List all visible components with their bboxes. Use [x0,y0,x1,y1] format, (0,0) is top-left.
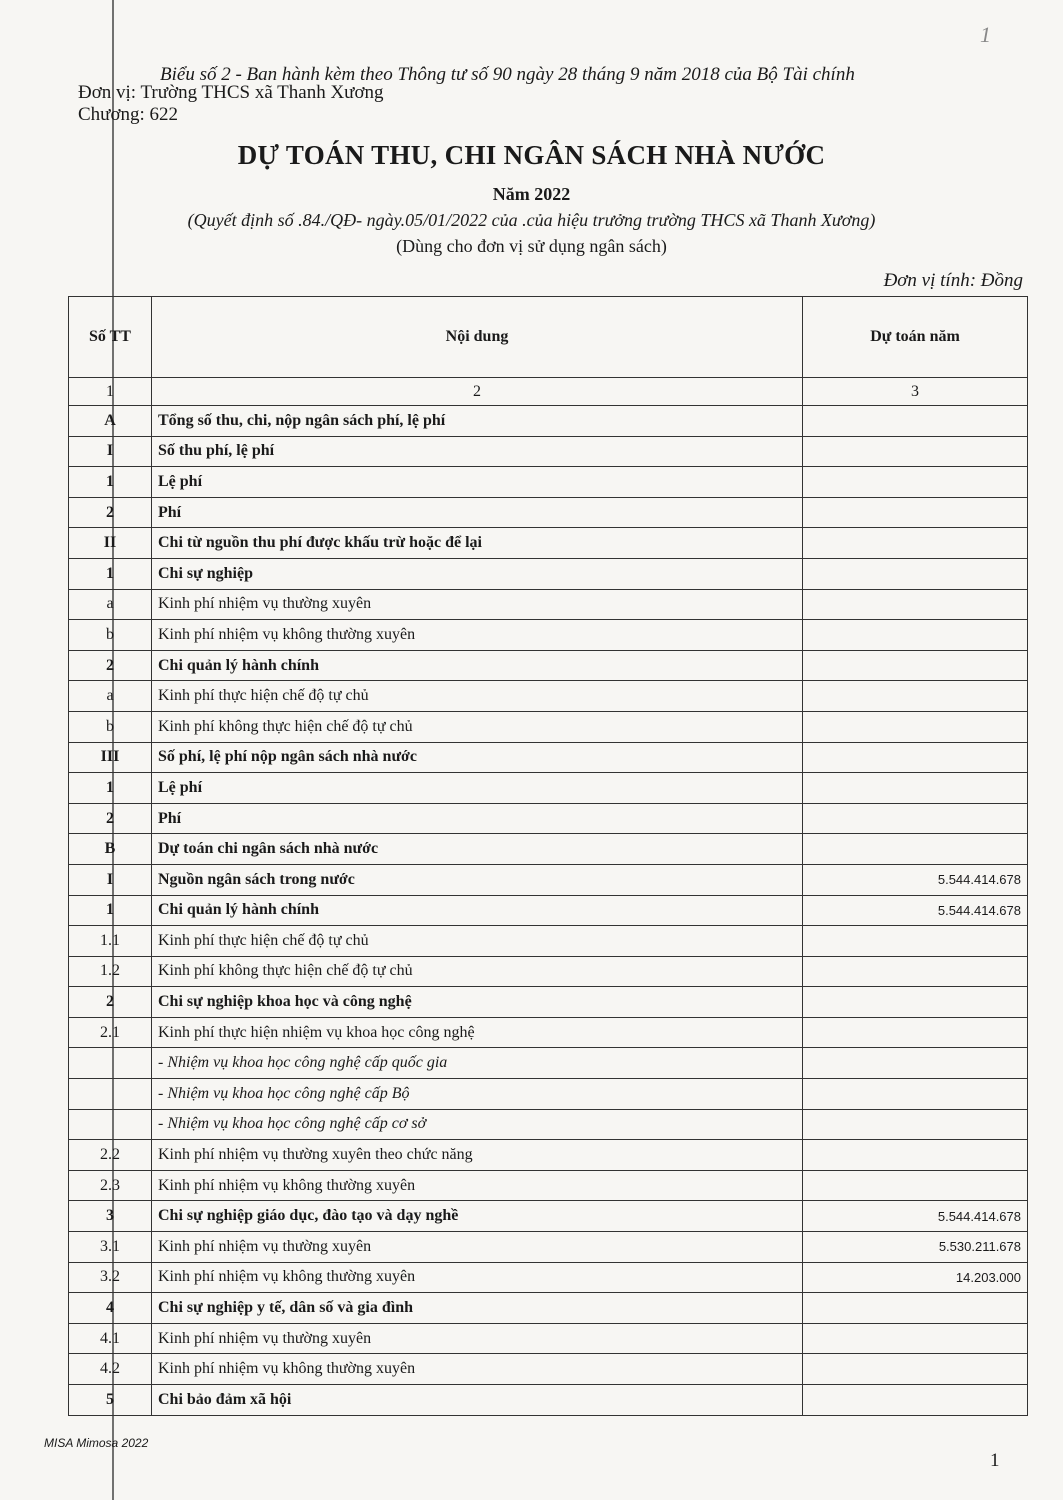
table-row [69,1323,1028,1354]
row-content: Chi quản lý hành chính [152,895,803,926]
table-row [69,1109,1028,1140]
row-amount [803,1140,1028,1171]
row-stt: 3.1 [69,1232,152,1263]
table-row [69,681,1028,712]
row-content: Kinh phí nhiệm vụ không thường xuyên [152,1354,803,1385]
row-stt: 1 [69,773,152,804]
unit-name: Đơn vị: Trường THCS xã Thanh Xương [78,82,384,103]
row-content: Kinh phí nhiệm vụ không thường xuyên [152,1262,803,1293]
row-stt: 2.1 [69,1017,152,1048]
row-amount [803,926,1028,957]
chapter: Chương: 622 [78,104,179,125]
header-amount: Dự toán năm [803,297,1028,378]
row-stt: 2 [69,650,152,681]
row-stt: 1.1 [69,926,152,957]
row-content: Số thu phí, lệ phí [152,436,803,467]
row-stt: 1 [69,895,152,926]
table-row [69,589,1028,620]
row-amount [803,1354,1028,1385]
table-row [69,987,1028,1018]
row-content: Kinh phí nhiệm vụ thường xuyên [152,1323,803,1354]
table-header-row [69,297,1028,378]
row-content: - Nhiệm vụ khoa học công nghệ cấp quốc gia [152,1048,803,1079]
row-amount: 5.530.211.678 [803,1232,1028,1263]
row-content: Chi quản lý hành chính [152,650,803,681]
row-content: - Nhiệm vụ khoa học công nghệ cấp Bộ [152,1079,803,1110]
row-content: Dự toán chi ngân sách nhà nước [152,834,803,865]
row-amount [803,1048,1028,1079]
table-row [69,1232,1028,1263]
row-amount [803,650,1028,681]
year: Năm 2022 [492,184,571,204]
row-content: Chi từ nguồn thu phí được khấu trừ hoặc để lại [152,528,803,559]
table-row [69,1201,1028,1232]
row-content: Nguồn ngân sách trong nước [152,864,803,895]
table-row [69,650,1028,681]
decision-reference: (Quyết định số .84./QĐ- ngày.05/01/2022 của .của hiệu trưởng trường THCS xã Thanh Xương) [187,210,876,230]
row-content: Phí [152,497,803,528]
row-stt: 2.3 [69,1170,152,1201]
table-row [69,864,1028,895]
row-stt: III [69,742,152,773]
table-row [69,558,1028,589]
table-row [69,926,1028,957]
header-stt: Số TT [69,297,152,378]
table-row [69,1048,1028,1079]
row-amount [803,773,1028,804]
row-stt: b [69,620,152,651]
table-body [69,406,1028,1416]
row-stt [69,1048,152,1079]
col-number-3: 3 [803,378,1028,406]
row-stt: 2 [69,497,152,528]
software-footer: MISA Mimosa 2022 [44,1436,149,1450]
row-stt: 1.2 [69,956,152,987]
row-amount [803,1323,1028,1354]
table-row [69,803,1028,834]
row-stt: 5 [69,1385,152,1416]
row-stt [69,1079,152,1110]
row-amount [803,1079,1028,1110]
row-content: Kinh phí không thực hiện chế độ tự chủ [152,956,803,987]
row-content: Kinh phí nhiệm vụ thường xuyên [152,589,803,620]
table-row [69,1354,1028,1385]
row-amount: 5.544.414.678 [803,864,1028,895]
corner-handwritten-mark: 1 [980,22,991,47]
row-content: Lệ phí [152,467,803,498]
row-amount: 5.544.414.678 [803,895,1028,926]
table-row [69,1017,1028,1048]
row-content: Chi sự nghiệp [152,558,803,589]
header-content: Nội dung [152,297,803,378]
table-row [69,1170,1028,1201]
row-amount [803,956,1028,987]
row-content: Phí [152,803,803,834]
row-stt: A [69,406,152,437]
table-row [69,1079,1028,1110]
table-row [69,1262,1028,1293]
row-content: Số phí, lệ phí nộp ngân sách nhà nước [152,742,803,773]
row-content: Chi bảo đảm xã hội [152,1385,803,1416]
row-stt [69,1109,152,1140]
table-row [69,742,1028,773]
budget-table [68,296,1028,1416]
row-amount [803,1017,1028,1048]
row-stt: 1 [69,558,152,589]
row-stt: 3 [69,1201,152,1232]
row-content: Kinh phí thực hiện nhiệm vụ khoa học công nghệ [152,1017,803,1048]
row-amount [803,436,1028,467]
table-row [69,1293,1028,1324]
table-row [69,497,1028,528]
row-stt: 4 [69,1293,152,1324]
row-content: Kinh phí nhiệm vụ thường xuyên theo chức năng [152,1140,803,1171]
row-stt: 4.1 [69,1323,152,1354]
row-content: Chi sự nghiệp y tế, dân số và gia đình [152,1293,803,1324]
row-amount [803,987,1028,1018]
table-row [69,711,1028,742]
row-stt: II [69,528,152,559]
row-amount [803,589,1028,620]
row-stt: 2 [69,987,152,1018]
unit-of-measure: Đơn vị tính: Đồng [883,270,1023,291]
table-row [69,1140,1028,1171]
row-amount [803,711,1028,742]
table-row [69,1385,1028,1416]
column-number-row [69,378,1028,406]
row-content: Tổng số thu, chi, nộp ngân sách phí, lệ phí [152,406,803,437]
page-title: DỰ TOÁN THU, CHI NGÂN SÁCH NHÀ NƯỚC [237,140,826,170]
usage-note: (Dùng cho đơn vị sử dụng ngân sách) [396,236,667,256]
row-content: Kinh phí không thực hiện chế độ tự chủ [152,711,803,742]
row-content: Kinh phí nhiệm vụ thường xuyên [152,1232,803,1263]
form-note: Biểu số 2 - Ban hành kèm theo Thông tư số 90 ngày 28 tháng 9 năm 2018 của Bộ Tài chính [160,64,855,85]
row-amount [803,620,1028,651]
row-amount [803,1109,1028,1140]
row-amount [803,834,1028,865]
row-content: Chi sự nghiệp khoa học và công nghệ [152,987,803,1018]
row-amount [803,803,1028,834]
row-stt: I [69,436,152,467]
row-stt: a [69,681,152,712]
row-content: Kinh phí thực hiện chế độ tự chủ [152,681,803,712]
row-amount: 5.544.414.678 [803,1201,1028,1232]
row-stt: 4.2 [69,1354,152,1385]
row-content: Kinh phí nhiệm vụ không thường xuyên [152,620,803,651]
row-stt: 2.2 [69,1140,152,1171]
row-amount [803,497,1028,528]
row-stt: 3.2 [69,1262,152,1293]
row-content: Kinh phí nhiệm vụ không thường xuyên [152,1170,803,1201]
page-number: 1 [990,1450,1000,1471]
table-row [69,895,1028,926]
row-amount [803,1170,1028,1201]
table-row [69,467,1028,498]
table-row [69,406,1028,437]
row-stt: I [69,864,152,895]
row-content: - Nhiệm vụ khoa học công nghệ cấp cơ sở [152,1109,803,1140]
row-amount [803,467,1028,498]
row-amount [803,742,1028,773]
row-stt: 1 [69,467,152,498]
row-content: Chi sự nghiệp giáo dục, đào tạo và dạy nghề [152,1201,803,1232]
col-number-1: 1 [69,378,152,406]
row-stt: b [69,711,152,742]
row-content: Kinh phí thực hiện chế độ tự chủ [152,926,803,957]
table-row [69,436,1028,467]
table-row [69,773,1028,804]
row-amount: 14.203.000 [803,1262,1028,1293]
table-row [69,956,1028,987]
table-row [69,834,1028,865]
row-stt: B [69,834,152,865]
row-stt: 2 [69,803,152,834]
row-amount [803,1385,1028,1416]
row-amount [803,528,1028,559]
row-stt: a [69,589,152,620]
row-content: Lệ phí [152,773,803,804]
table-row [69,620,1028,651]
row-amount [803,681,1028,712]
row-amount [803,406,1028,437]
row-amount [803,1293,1028,1324]
table-row [69,528,1028,559]
col-number-2: 2 [152,378,803,406]
row-amount [803,558,1028,589]
